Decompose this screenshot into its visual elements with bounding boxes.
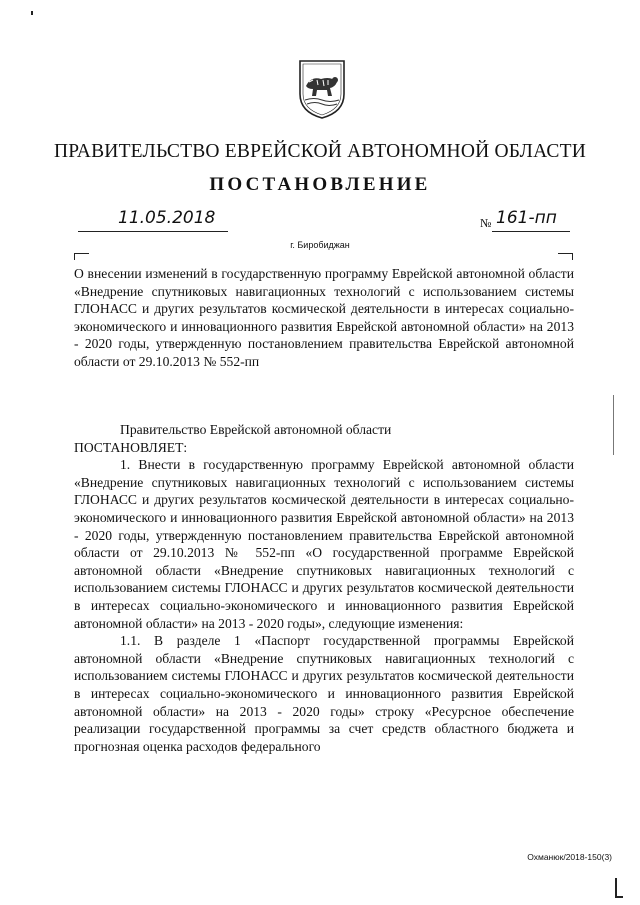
document-body [74, 421, 574, 755]
organization-name: ПРАВИТЕЛЬСТВО ЕВРЕЙСКОЙ АВТОНОМНОЙ ОБЛАСТИ [53, 141, 587, 162]
preamble-government: Правительство Еврейской автономной области [120, 422, 392, 437]
number-underline [492, 231, 570, 232]
scan-mark-bottom [615, 878, 617, 898]
item-1: 1. Внести в государственную программу Еврейской автономной области «Внедрение спутниковых навигационных технологий с использованием системы ГЛОНАСС и других результатов космической деятельности в интересах социально-экономического и инновационного развития Еврейской автономной области» на 2013 - 2020 годы, утвержденную постановлением правительства Еврейской автономной области от 29.10.2013 № 552-пп «О государственной программе Еврейской автономной области «Внедрение спутниковых навигационных технологий с использованием системы ГЛОНАСС и других результатов космической деятельности в интересах социально-экономического и инновационного развития Еврейской автономной области» на 2013 - 2020 годы», следующие изменения: [74, 457, 574, 631]
number-prefix: № [480, 216, 492, 230]
scan-mark-right [613, 395, 614, 455]
document-type-title: ПОСТАНОВЛЕНИЕ [209, 174, 431, 195]
document-number: 161-пп [496, 208, 557, 228]
footer-code: Охманюк/2018-150(3) [527, 852, 612, 862]
scan-mark-bottom-foot [615, 896, 623, 898]
city-name: г. Биробиджан [290, 240, 350, 250]
document-date: 11.05.2018 [118, 208, 216, 228]
bracket-right [558, 253, 573, 260]
bracket-left [74, 253, 89, 260]
preamble-resolves: ПОСТАНОВЛЯЕТ: [74, 439, 188, 455]
scan-mark-top [31, 11, 33, 15]
subject-text: О внесении изменений в государственную программу Еврейской автономной области «Внедрение спутниковых навигационных технологий с использованием системы ГЛОНАСС и других результатов космической деятельности в интересах социально-экономического и инновационного развития Еврейской автономной области» на 2013 - 2020 годы, утвержденную постановлением правительства Еврейской автономной области от 29.10.2013 № 552-пп [74, 266, 574, 369]
document-subject [74, 265, 574, 371]
date-underline [78, 231, 228, 232]
coat-of-arms-emblem [297, 58, 347, 120]
item-1-1: 1.1. В разделе 1 «Паспорт государственной программы Еврейской автономной области «Внедрение спутниковых навигационных технологий с использованием системы ГЛОНАСС и других результатов космической деятельности в интересах социально-экономического и инновационного развития Еврейской автономной области» на 2013 - 2020 годы» строку «Ресурсное обеспечение реализации государственной программы за счет средств областного бюджета и прогнозная оценка расходов федерального [74, 633, 574, 754]
